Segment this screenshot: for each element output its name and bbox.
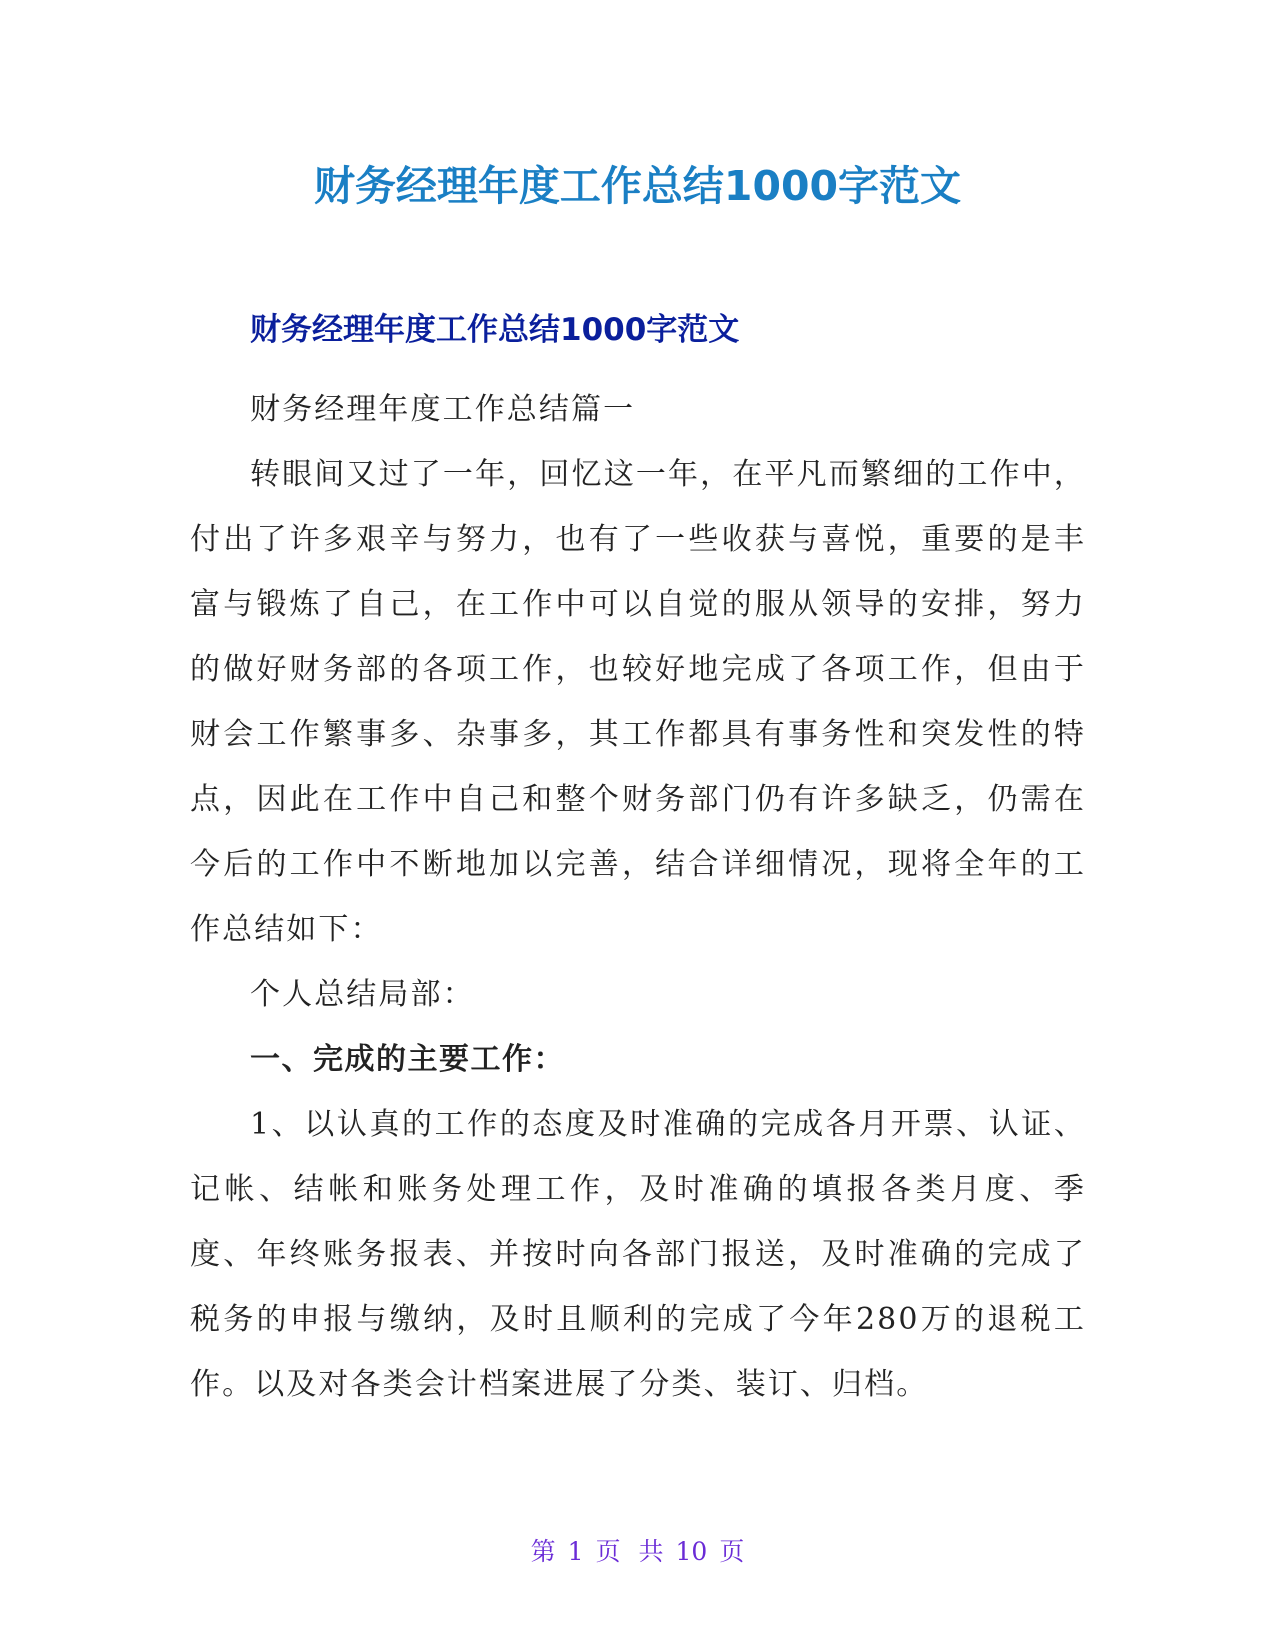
footer-total-pages: 10: [675, 1537, 708, 1566]
document-title: 财务经理年度工作总结1000字范文: [313, 162, 962, 210]
paragraph-item-1: 1、以认真的工作的态度及时准确的完成各月开票、认证、记帐、结帐和账务处理工作，及时准确的填报各类月度、季度、年终账务报表、并按时向各部门报送，及时准确的完成了税务的申报与缴纳，及时且顺利的完成了今年280万的退税工作。以及对各类会计档案进展了分类、装订、归档。: [190, 1107, 1086, 1402]
footer-middle: 页 共: [595, 1537, 664, 1566]
paragraph-personal-summary: 个人总结局部：: [250, 977, 475, 1012]
footer-suffix: 页: [719, 1537, 745, 1566]
paragraph-chapter-label: 财务经理年度工作总结篇一: [250, 392, 636, 427]
paragraph-heading-main-work: 一、完成的主要工作：: [250, 1042, 565, 1077]
paragraph-intro: 转眼间又过了一年，回忆这一年，在平凡而繁细的工作中，付出了许多艰辛与努力，也有了一些收获与喜悦，重要的是丰富与锻炼了自己，在工作中可以自觉的服从领导的安排，努力的做好财务部的各项工作，也较好地完成了各项工作，但由于财会工作繁事多、杂事多，其工作都具有事务性和突发性的特点，因此在工作中自己和整个财务部门仍有许多缺乏，仍需在今后的工作中不断地加以完善，结合详细情况，现将全年的工作总结如下：: [190, 457, 1086, 947]
page-footer: [0, 1535, 1275, 1569]
section-title: 财务经理年度工作总结1000字范文: [250, 312, 740, 348]
document-body: [190, 377, 1086, 1417]
footer-current-page: 1: [567, 1537, 584, 1566]
footer-prefix: 第: [530, 1537, 556, 1566]
